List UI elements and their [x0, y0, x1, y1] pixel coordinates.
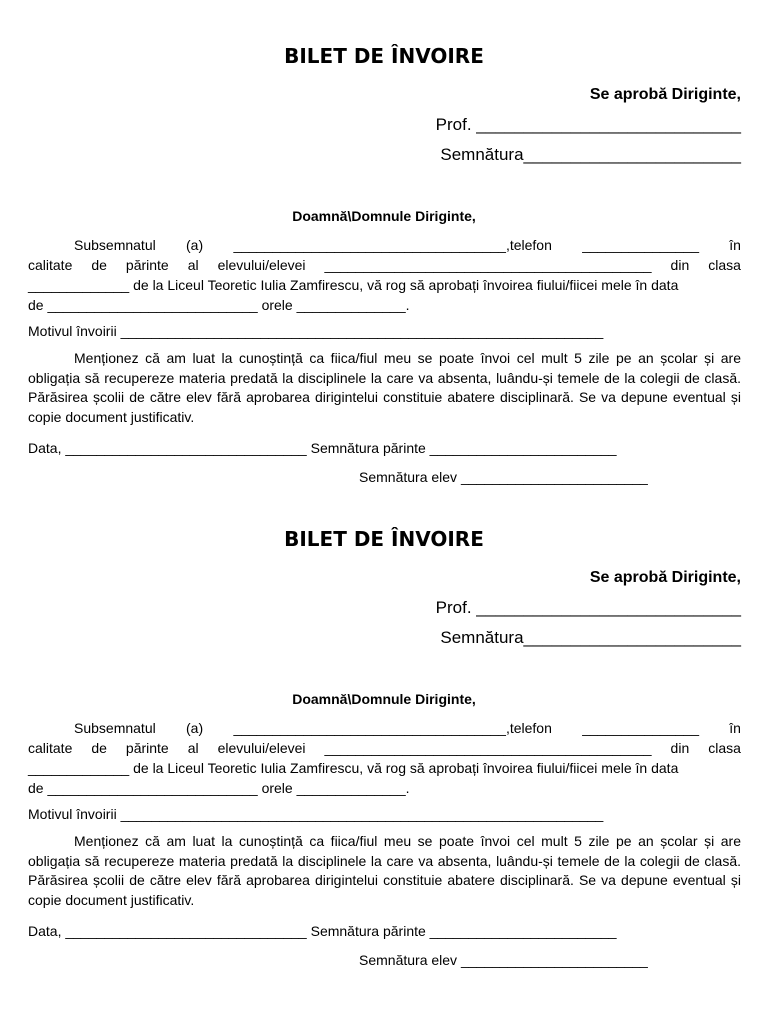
- line-word: elevului/elevei: [217, 257, 306, 273]
- ticket-2: [0, 483, 768, 973]
- approval-heading: Se aprobă Diriginte,: [589, 86, 741, 103]
- ticket-title: BILET DE ÎNVOIRE: [284, 527, 484, 551]
- line-word: clasa: [708, 257, 741, 273]
- salutation: Doamnă\Domnule Diriginte,: [292, 691, 476, 707]
- line-word: (a): [186, 720, 204, 736]
- line-word: al: [187, 740, 199, 756]
- student-name-line: [28, 256, 741, 274]
- student-signature-line: Semnătura elev ________________________: [359, 469, 648, 485]
- parent-name-line: [28, 719, 741, 737]
- teacher-signature-field: Semnătura_______________________: [440, 628, 741, 647]
- ticket-title: BILET DE ÎNVOIRE: [284, 44, 484, 68]
- reason-line: Motivul învoirii ______________________________________________________________: [28, 323, 604, 339]
- date-hours-line: de ___________________________ orele ______________.: [28, 780, 410, 796]
- ticket-1: [0, 0, 768, 490]
- line-word: de: [91, 257, 107, 273]
- line-word: în: [729, 237, 741, 253]
- student-name-line: [28, 739, 741, 757]
- class-school-line: _____________ de la Liceul Teoretic Iulia Zamfirescu, vă rog să aprobați învoirea fiului/fiicei mele în data: [28, 277, 679, 293]
- teacher-signature-field: Semnătura_______________________: [440, 145, 741, 164]
- line-word: Subsemnatul: [74, 237, 156, 253]
- parent-name-blank: ___________________________________,telefon: [233, 720, 552, 736]
- line-word: elevului/elevei: [217, 740, 306, 756]
- notice-paragraph: [28, 349, 741, 427]
- date-parent-signature-line: Data, _______________________________ Semnătura părinte ________________________: [28, 440, 617, 456]
- notice-text: Menționez că am luat la cunoștință ca fiica/fiul meu se poate învoi cel mult 5 zile pe an școlar și are obligația să recupereze materia predată la disciplinele la care va absenta, luându-și temele de la colegii de clasă. Părăsirea școlii de către elev fără aprobarea dirigintelui constituie abatere disciplinară. Se va depune eventual și copie document justificativ.: [28, 350, 741, 425]
- student-name-blank: __________________________________________: [324, 740, 652, 756]
- notice-paragraph: [28, 832, 741, 910]
- reason-line: Motivul învoirii ______________________________________________________________: [28, 806, 604, 822]
- line-word: (a): [186, 237, 204, 253]
- class-school-line: _____________ de la Liceul Teoretic Iulia Zamfirescu, vă rog să aprobați învoirea fiului/fiicei mele în data: [28, 760, 679, 776]
- prof-field: Prof. ____________________________: [435, 598, 741, 617]
- date-parent-signature-line: Data, _______________________________ Semnătura părinte ________________________: [28, 923, 617, 939]
- salutation: Doamnă\Domnule Diriginte,: [292, 208, 476, 224]
- student-signature-line: Semnătura elev ________________________: [359, 952, 648, 968]
- parent-name-blank: ___________________________________,telefon: [233, 237, 552, 253]
- date-hours-line: de ___________________________ orele ______________.: [28, 297, 410, 313]
- approval-heading: Se aprobă Diriginte,: [589, 569, 741, 586]
- line-word: Subsemnatul: [74, 720, 156, 736]
- parent-name-line: [28, 236, 741, 254]
- line-word: calitate: [28, 740, 73, 756]
- line-word: al: [187, 257, 199, 273]
- line-word: părinte: [125, 257, 169, 273]
- line-word: din: [670, 257, 690, 273]
- line-word: calitate: [28, 257, 73, 273]
- line-word: părinte: [125, 740, 169, 756]
- prof-field: Prof. ____________________________: [435, 115, 741, 134]
- phone-blank: _______________: [582, 237, 699, 253]
- notice-text: Menționez că am luat la cunoștință ca fiica/fiul meu se poate învoi cel mult 5 zile pe an școlar și are obligația să recupereze materia predată la disciplinele la care va absenta, luându-și temele de la colegii de clasă. Părăsirea școlii de către elev fără aprobarea dirigintelui constituie abatere disciplinară. Se va depune eventual și copie document justificativ.: [28, 833, 741, 908]
- line-word: clasa: [708, 740, 741, 756]
- phone-blank: _______________: [582, 720, 699, 736]
- line-word: din: [670, 740, 690, 756]
- student-name-blank: __________________________________________: [324, 257, 652, 273]
- line-word: de: [91, 740, 107, 756]
- line-word: în: [729, 720, 741, 736]
